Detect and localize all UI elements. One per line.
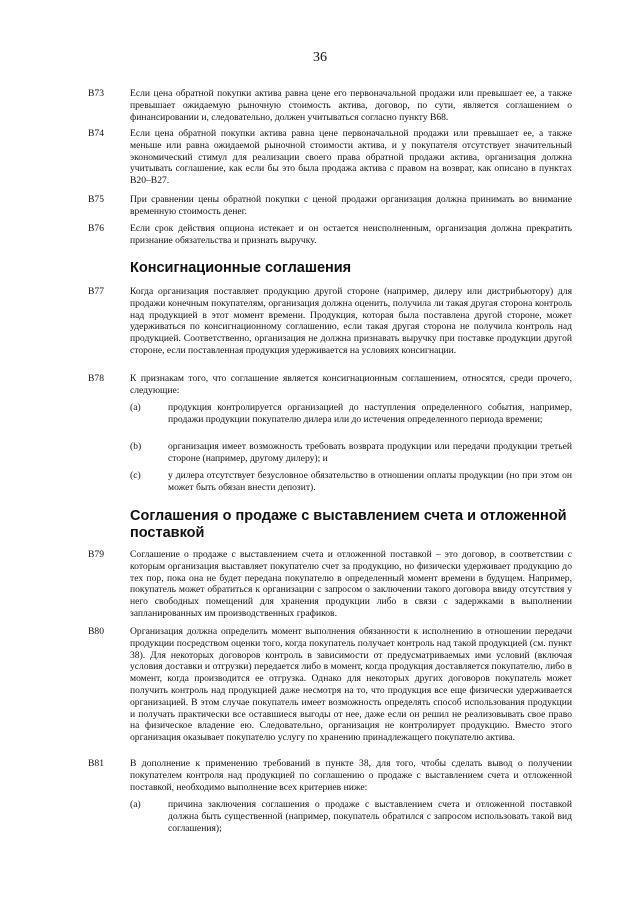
section-heading-consignment: Консигнационные соглашения <box>130 260 352 276</box>
list-item-b78-a <box>130 402 572 426</box>
paragraph-b74 <box>88 128 572 187</box>
paragraph-text: При сравнении цены обратной покупки с ценой продажи организация должна принимать во внимание временную стоимость денег. <box>130 194 572 217</box>
paragraph-b78 <box>88 373 572 397</box>
list-item-label: (b) <box>130 441 142 452</box>
paragraph-text: В дополнение к применению требований в пункте 38, для того, чтобы сделать вывод о получении покупателем контроля над продукцией по соглашению о продаже с выставлением счета и отложенной поставкой, необходимо выполнение всех критериев ниже: <box>130 758 572 793</box>
list-item-b78-c <box>130 470 572 494</box>
paragraph-b77 <box>88 286 572 357</box>
list-item-text: у дилера отсутствует безусловное обязательство в отношении оплаты продукции (но при этом он может быть обязан внести депозит). <box>168 470 572 493</box>
paragraph-text: Если срок действия опциона истекает и он остается неисполненным, организация должна прекратить признание обязательства и признать выручку. <box>130 223 572 246</box>
list-item-label: (a) <box>130 799 141 810</box>
paragraph-b73 <box>88 88 572 123</box>
list-item-b78-b <box>130 441 572 465</box>
paragraph-text: Когда организация поставляет продукцию другой стороне (например, дилеру или дистрибьютору) для продажи конечным покупателям, организация должна оценить, получила ли такая другая сторона контроль над продукцией в этот момент времени. Продукция, которая была поставлена другой стороне, может удерживаться по консигнационному соглашению, если такая другая сторона не получила контроль над продукцией. Соответственно, организация не должна признавать выручку при поставке продукции другой стороне, если поставленная продукция удерживается на условиях консигнации. <box>130 286 572 356</box>
paragraph-number: B78 <box>88 373 104 384</box>
section-heading-bill-and-hold: Соглашения о продаже с выставлением счета и отложенной поставкой <box>130 508 567 541</box>
paragraph-number: B73 <box>88 88 104 99</box>
paragraph-b79 <box>88 549 572 620</box>
paragraph-number: B77 <box>88 286 104 297</box>
list-item-label: (a) <box>130 402 141 413</box>
paragraph-number: B76 <box>88 223 104 234</box>
paragraph-b75 <box>88 194 572 218</box>
paragraph-b81 <box>88 758 572 793</box>
list-item-text: продукция контролируется организацией до наступления определенного события, например, продажи продукции покупателю дилера или до истечения определенного периода времени; <box>168 402 572 425</box>
paragraph-b80 <box>88 626 572 744</box>
paragraph-b76 <box>88 223 572 247</box>
paragraph-text: Если цена обратной покупки актива равна цене первоначальной продажи или превышает ее, а также меньше или равна ожидаемой рыночной стоимости актива, и у покупателя отсутствует значительный экономический стимул для реализации своего права обратной продажи актива, организация должна учитывать соглашение, как если бы это была продажа актива с правом на возврат, как описано в пунктах B20–B27. <box>130 128 572 187</box>
page-number: 36 <box>313 50 327 65</box>
list-item-text: причина заключения соглашения о продаже с выставлением счета и отложенной поставкой должна быть существенной (например, покупатель обратился с запросом использовать такой вид соглашения); <box>168 799 572 834</box>
list-item-label: (c) <box>130 470 141 481</box>
list-item-text: организация имеет возможность требовать возврата продукции или передачи продукции третьей стороне (например, другому дилеру); и <box>168 441 572 464</box>
paragraph-number: B75 <box>88 194 104 205</box>
paragraph-text: Если цена обратной покупки актива равна цене его первоначальной продажи или превышает ее, а также превышает ожидаемую рыночную стоимость актива, договор, по сути, является соглашением о финансировании и, следовательно, должен учитываться согласно пункту B68. <box>130 88 572 123</box>
paragraph-text: Организация должна определить момент выполнения обязанности к исполнению в отношении передачи продукции посредством оценки того, когда покупатель получает контроль над такой продукцией (см. пункт 38). Для некоторых договоров контроль в зависимости от предусматриваемых ими условий (включая условия доставки и отгрузки) передается либо в момент, когда продукция доставляется покупателю, либо в момент, когда производится ее отгрузка. Однако для некоторых других договоров покупатель может получить контроль над продукцией даже несмотря на то, что продукция все еще физически удерживается организацией. В этом случае покупатель имеет возможность определять способ использования продукции и получать практически все оставшиеся выгоды от нее, даже если он решил не реализовывать свое право на физическое владение ею. Следовательно, организация не контролирует продукцию. Вместо этого организация оказывает покупателю услугу по хранению принадлежащего покупателю актива. <box>130 626 572 744</box>
list-item-b81-a <box>130 799 572 834</box>
paragraph-text: Соглашение о продаже с выставлением счета и отложенной поставкой – это договор, в соответствии с которым организация выставляет покупателю счет за продукцию, но физически удерживает продукцию до тех пор, пока она не будет передана покупателю в определенный момент времени в будущем. Например, покупатель может обратиться к организации с запросом о заключении такого договора ввиду отсутствия у него свободных помещений для хранения продукции либо в связи с задержками в выполнении запланированных им производственных графиков. <box>130 549 572 619</box>
paragraph-text: К признакам того, что соглашение является консигнационным соглашением, относятся, среди прочего, следующие: <box>130 373 572 396</box>
paragraph-number: B80 <box>88 626 104 637</box>
paragraph-number: B74 <box>88 128 104 139</box>
paragraph-number: B81 <box>88 758 104 769</box>
paragraph-number: B79 <box>88 549 104 560</box>
